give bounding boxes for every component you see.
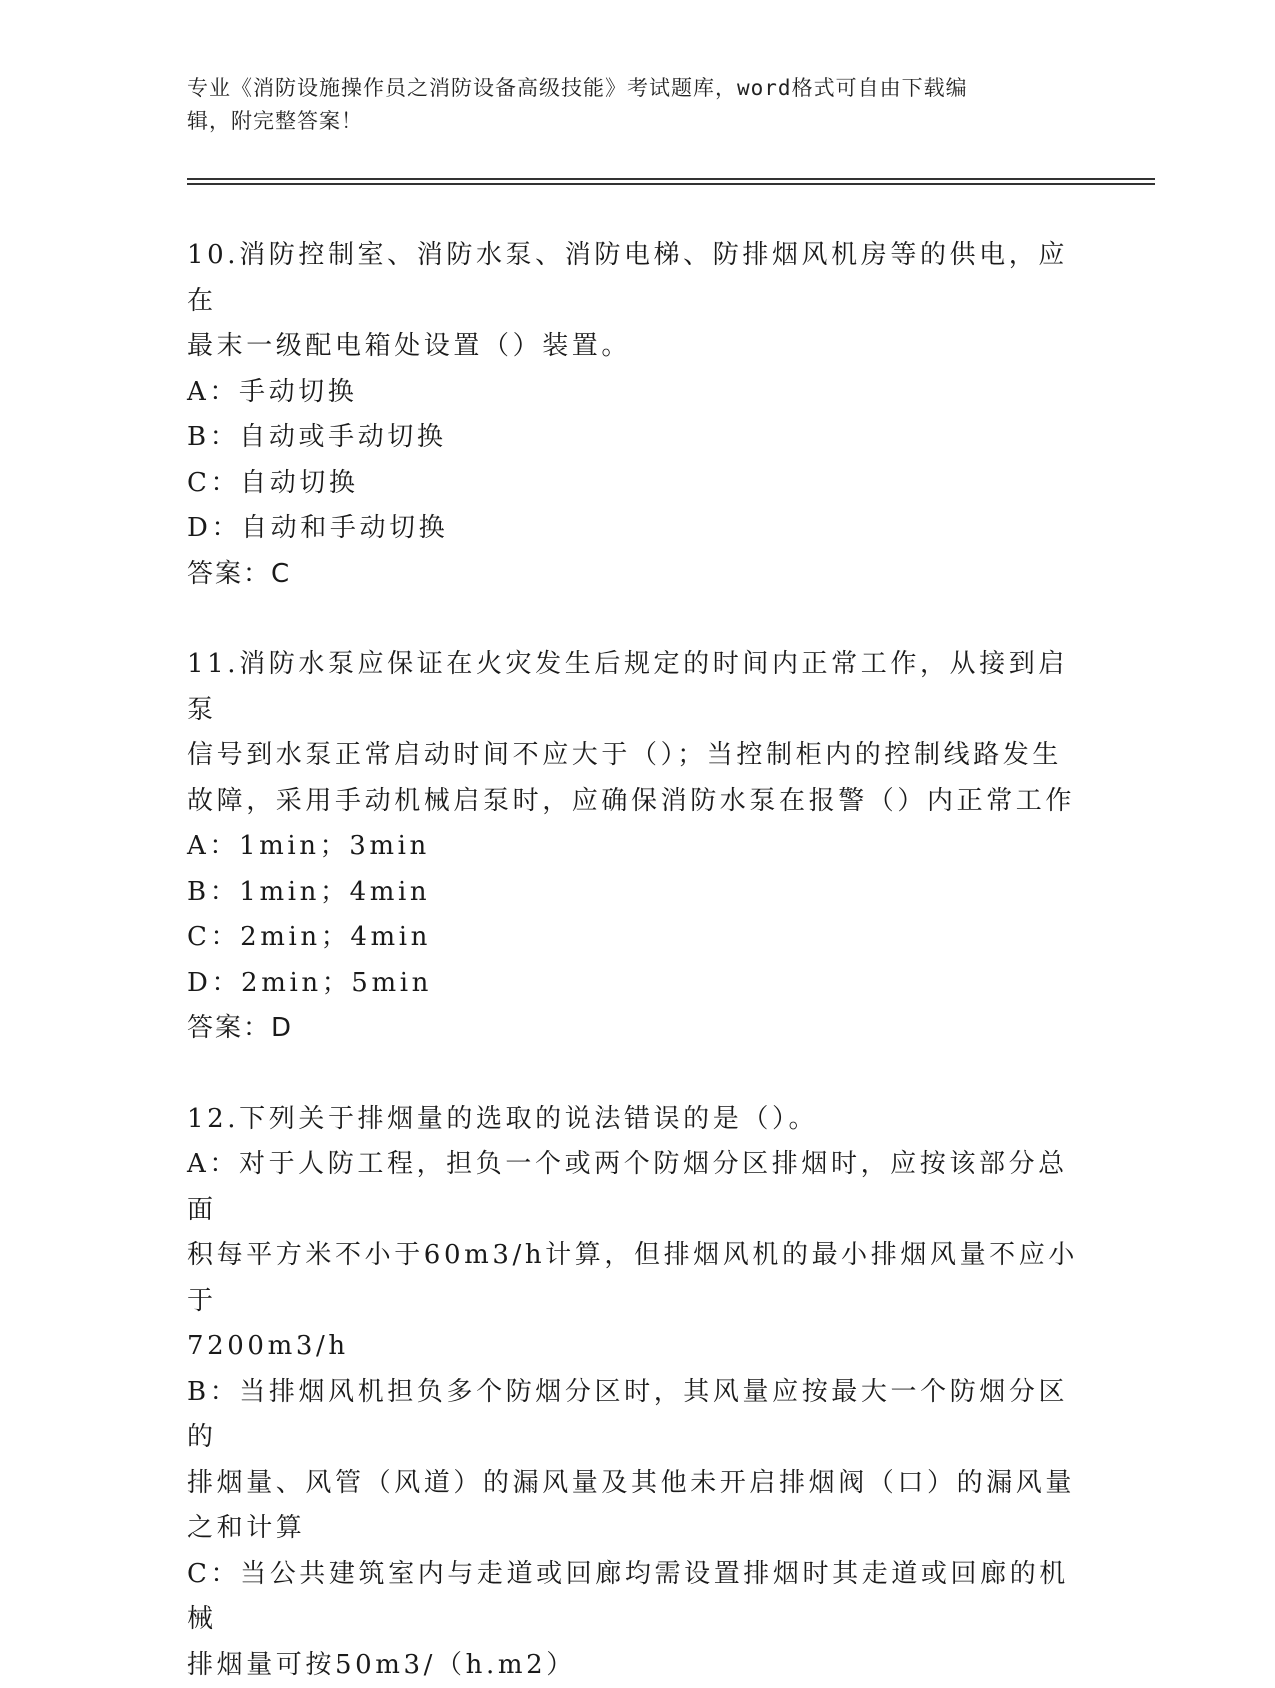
option-c-line: 排烟量可按50m3/（h.m2） <box>187 1643 1087 1688</box>
question-stem-line: 故障，采用手动机械启泵时，应确保消防水泵在报警（）内正常工作 <box>187 779 1087 825</box>
question-stem-line: 10.消防控制室、消防水泵、消防电梯、防排烟风机房等的供电，应在 <box>187 233 1087 324</box>
option-c: C：自动切换 <box>187 461 1087 507</box>
header-line-1: 专业《消防设施操作员之消防设备高级技能》考试题库，word格式可自由下载编 <box>187 72 1067 105</box>
option-a: A：1min；3min <box>187 824 1087 870</box>
header-divider-top <box>187 178 1155 180</box>
header-divider-bottom <box>187 183 1155 185</box>
question-stem-line: 11.消防水泵应保证在火灾发生后规定的时间内正常工作，从接到启泵 <box>187 642 1087 733</box>
option-b: B：自动或手动切换 <box>187 415 1087 461</box>
option-b-line: 之和计算 <box>187 1506 1087 1552</box>
option-d: D：2min；5min <box>187 961 1087 1007</box>
answer-text: 答案：D <box>187 1006 1087 1052</box>
question-stem-line: 12.下列关于排烟量的选取的说法错误的是（）。 <box>187 1097 1087 1143</box>
option-c: C：2min；4min <box>187 915 1087 961</box>
option-a-line: A：对于人防工程，担负一个或两个防烟分区排烟时，应按该部分总面 <box>187 1142 1087 1233</box>
question-spacer <box>187 597 1087 642</box>
option-c-line: C：当公共建筑室内与走道或回廊均需设置排烟时其走道或回廊的机械 <box>187 1552 1087 1643</box>
question-11 <box>187 642 1087 1052</box>
option-a-line: 7200m3/h <box>187 1324 1087 1370</box>
header-line-2: 辑，附完整答案！ <box>187 105 1067 138</box>
question-list <box>187 233 1087 1688</box>
option-b: B：1min；4min <box>187 870 1087 916</box>
option-a-line: 积每平方米不小于60m3/h计算，但排烟风机的最小排烟风量不应小于 <box>187 1233 1087 1324</box>
question-10 <box>187 233 1087 597</box>
question-stem-line: 最末一级配电箱处设置（）装置。 <box>187 324 1087 370</box>
option-d: D：自动和手动切换 <box>187 506 1087 552</box>
document-header <box>187 72 1067 138</box>
question-stem-line: 信号到水泵正常启动时间不应大于（）；当控制柜内的控制线路发生 <box>187 733 1087 779</box>
answer-text: 答案：C <box>187 552 1087 598</box>
option-a: A：手动切换 <box>187 370 1087 416</box>
option-b-line: B：当排烟风机担负多个防烟分区时，其风量应按最大一个防烟分区的 <box>187 1370 1087 1461</box>
question-spacer <box>187 1052 1087 1097</box>
option-b-line: 排烟量、风管（风道）的漏风量及其他未开启排烟阀（口）的漏风量 <box>187 1461 1087 1507</box>
question-12 <box>187 1097 1087 1688</box>
